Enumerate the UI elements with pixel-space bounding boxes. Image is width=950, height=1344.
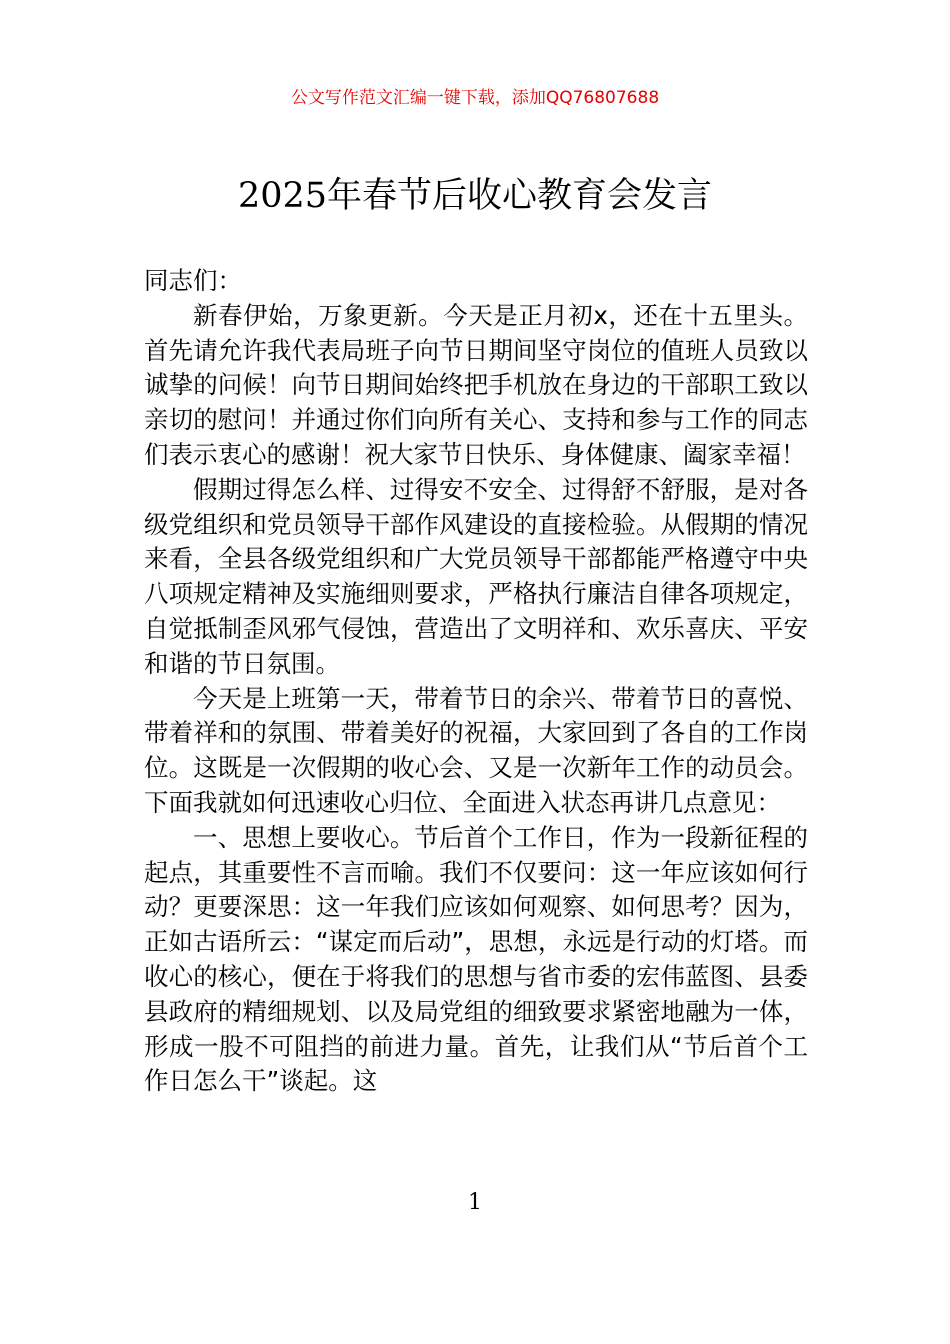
promo-header-note: 公文写作范文汇编一键下载，添加QQ76807688 [290, 88, 660, 108]
document-title: 2025年春节后收心教育会发言 [237, 176, 713, 216]
paragraph-3: 今天是上班第一天，带着节日的余兴、带着节日的喜悦、带着祥和的氛围、带着美好的祝福，大家回到了各自的工作岗位。这既是一次假期的收心会、又是一次新年工作的动员会。下面我就如何迅速收心归位、全面进入状态再讲几点意见： [144, 683, 808, 817]
paragraph-2: 假期过得怎么样、过得安不安全、过得舒不舒服，是对各级党组织和党员领导干部作风建设的直接检验。从假期的情况来看，全县各级党组织和广大党员领导干部都能严格遵守中央八项规定精神及实施细则要求，严格执行廉洁自律各项规定，自觉抵制歪风邪气侵蚀，营造出了文明祥和、欢乐喜庆、平安和谐的节日氛围。 [144, 474, 808, 678]
document-body [144, 264, 808, 1099]
paragraph-4: 一、思想上要收心。节后首个工作日，作为一段新征程的起点，其重要性不言而喻。我们不仅要问：这一年应该如何行动？更要深思：这一年我们应该如何观察、如何思考？因为，正如古语所云：“谋定而后动”，思想，永远是行动的灯塔。而收心的核心，便在于将我们的思想与省市委的宏伟蓝图、县委县政府的精细规划、以及局党组的细致要求紧密地融为一体，形成一股不可阻挡的前进力量。首先，让我们从“节后首个工作日怎么干”谈起。这 [144, 822, 808, 1096]
salutation: 同志们： [144, 266, 242, 295]
page-number: 1 [468, 1190, 482, 1215]
paragraph-1: 新春伊始，万象更新。今天是正月初x，还在十五里头。首先请允许我代表局班子向节日期间坚守岗位的值班人员致以诚挚的问候！向节日期间始终把手机放在身边的干部职工致以亲切的慰问！并通过你们向所有关心、支持和参与工作的同志们表示衷心的感谢！祝大家节日快乐、身体健康、阖家幸福！ [144, 300, 808, 469]
